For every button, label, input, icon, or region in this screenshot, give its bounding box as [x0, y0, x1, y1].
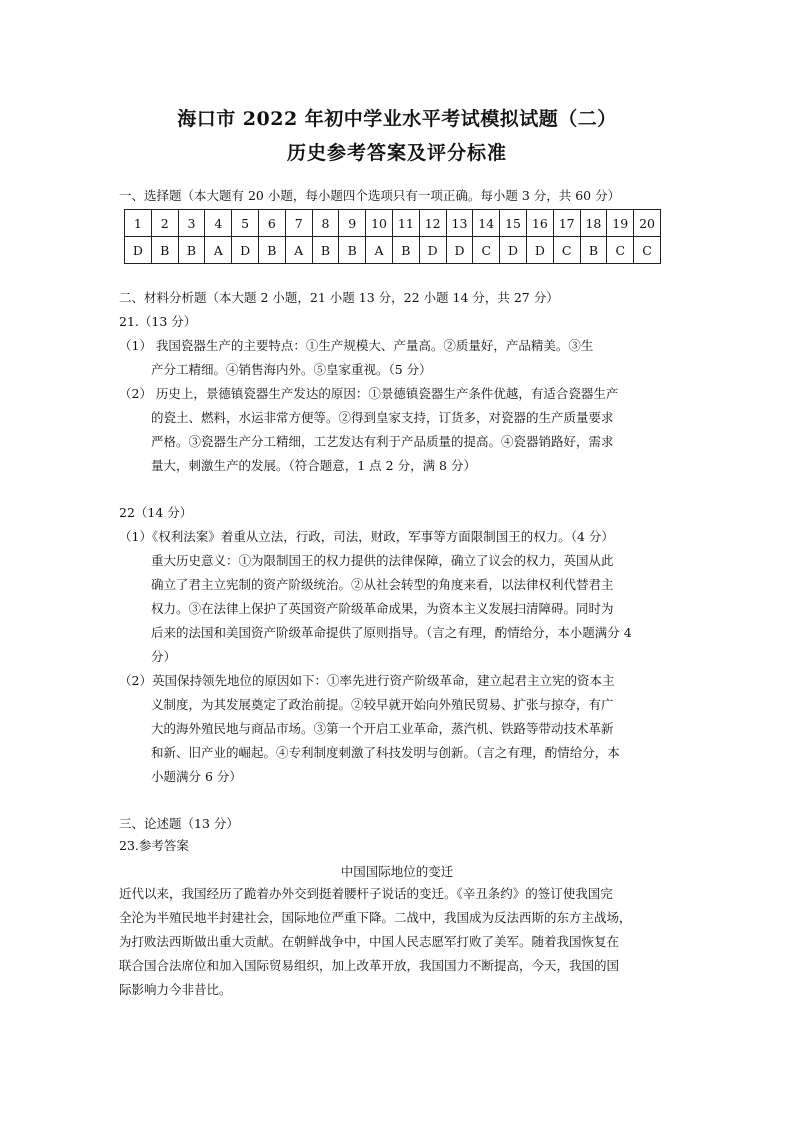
question-number-cell: 13: [446, 210, 473, 237]
answer-cell: B: [178, 237, 205, 264]
question-number-cell: 14: [473, 210, 500, 237]
answer-cell: D: [446, 237, 473, 264]
question-number-cell: 1: [125, 210, 152, 237]
page-title: 海口市 2022 年初中学业水平考试模拟试题（二）: [177, 108, 617, 130]
essay-line: 际影响力今非昔比。: [119, 982, 232, 997]
page-subtitle: 历史参考答案及评分标准: [286, 142, 507, 164]
answer-cell: D: [500, 237, 527, 264]
answer-cell: B: [312, 237, 339, 264]
question-number-cell: 3: [178, 210, 205, 237]
question-number-cell: 5: [232, 210, 259, 237]
q21-label: 21.（13 分）: [119, 314, 197, 329]
answer-cell: C: [473, 237, 500, 264]
answer-table: [124, 209, 661, 264]
q22-p2-line: （2）英国保持领先地位的原因如下：①率先进行资产阶级革命，建立起君主立宪的资本主: [119, 673, 615, 688]
answer-cell: B: [580, 237, 607, 264]
question-number-cell: 19: [607, 210, 634, 237]
q21-p2-line: （2） 历史上，景德镇瓷器生产发达的原因：①景德镇瓷器生产条件优越，有适合瓷器生产: [119, 386, 619, 401]
question-number-cell: 11: [392, 210, 419, 237]
answer-cell: D: [125, 237, 152, 264]
question-number-cell: 15: [500, 210, 527, 237]
answer-cell: A: [285, 237, 312, 264]
question-number-cell: 9: [339, 210, 366, 237]
answer-cell: B: [339, 237, 366, 264]
answer-cell: B: [392, 237, 419, 264]
q22-p1-line: 分）: [151, 649, 177, 664]
essay-line: 近代以来，我国经历了跪着办外交到挺着腰杆子说话的变迁。《辛丑条约》的签订使我国完: [119, 886, 613, 901]
question-number-cell: 12: [419, 210, 446, 237]
q22-p1-line: 权力。③在法律上保护了英国资产阶级革命成果，为资本主义发展扫清障碍。同时为: [151, 601, 614, 616]
answer-cell: C: [607, 237, 634, 264]
q21-p1-line: （1） 我国瓷器生产的主要特点：①生产规模大、产量高。②质量好，产品精美。③生: [119, 338, 594, 353]
essay-line: 为打败法西斯做出重大贡献。在朝鲜战争中，中国人民志愿军打败了美军。随着我国恢复在: [119, 934, 620, 949]
q22-label: 22（14 分）: [119, 505, 193, 520]
question-number-cell: 16: [526, 210, 553, 237]
q22-p1-line: 确立了君主立宪制的资产阶级统治。②从社会转型的角度来看，以法律权利代替君主: [151, 577, 614, 592]
question-number-cell: 7: [285, 210, 312, 237]
answer-cell: C: [634, 237, 661, 264]
question-number-cell: 2: [151, 210, 178, 237]
answer-cell: D: [419, 237, 446, 264]
q22-p2-line: 和新、旧产业的崛起。④专利制度刺激了科技发明与创新。（言之有理，酌情给分，本: [151, 745, 620, 760]
essay-line: 联合国合法席位和加入国际贸易组织，加上改革开放，我国国力不断提高，今天，我国的国: [119, 958, 620, 973]
essay-line: 全沦为半殖民地半封建社会，国际地位严重下降。二战中，我国成为反法西斯的东方主战场，: [119, 910, 632, 925]
answer-cell: A: [366, 237, 393, 264]
q22-p2-line: 大的海外殖民地与商品市场。③第一个开启工业革命，蒸汽机、铁路等带动技术革新: [151, 721, 614, 736]
q21-p1-line: 产分工精细。④销售海内外。⑤皇家重视。（5 分）: [151, 362, 432, 377]
answer-cell: D: [232, 237, 259, 264]
answer-cell: A: [205, 237, 232, 264]
section3-heading: 三、论述题（13 分）: [119, 816, 239, 831]
q22-p2-line: 义制度，为其发展奠定了政治前提。②较早就开始向外殖民贸易、扩张与掠夺，有广: [151, 697, 614, 712]
section1-heading: 一、选择题（本大题有 20 小题，每小题四个选项只有一项正确。每小题 3 分，共 60 分）: [119, 188, 621, 203]
question-number-cell: 10: [366, 210, 393, 237]
essay-title: 中国国际地位的变迁: [340, 864, 454, 879]
question-number-cell: 17: [553, 210, 580, 237]
answer-row: [125, 237, 661, 264]
q23-label: 23.参考答案: [119, 838, 189, 853]
question-number-cell: 6: [258, 210, 285, 237]
section2-heading: 二、材料分析题（本大题 2 小题，21 小题 13 分，22 小题 14 分，共 27 分）: [119, 290, 559, 305]
q21-p2-line: 量大，刺激生产的发展。（符合题意，1 点 2 分，满 8 分）: [151, 458, 476, 473]
question-number-cell: 8: [312, 210, 339, 237]
answer-cell: B: [258, 237, 285, 264]
q22-p2-line: 小题满分 6 分）: [151, 769, 242, 784]
q22-p1-line: 后来的法国和美国资产阶级革命提供了原则指导。（言之有理，酌情给分，本小题满分 4: [151, 625, 632, 640]
answer-cell: C: [553, 237, 580, 264]
q22-p1-line: 重大历史意义：①为限制国王的权力提供的法律保障，确立了议会的权力，英国从此: [151, 553, 614, 568]
answer-cell: D: [526, 237, 553, 264]
question-number-cell: 4: [205, 210, 232, 237]
q21-p2-line: 的瓷土、燃料，水运非常方便等。②得到皇家支持，订货多，对瓷器的生产质量要求: [151, 410, 614, 425]
question-number-row: [125, 210, 661, 237]
question-number-cell: 18: [580, 210, 607, 237]
q22-p1-line: （1）《权利法案》着重从立法，行政，司法，财政，军事等方面限制国王的权力。（4 分）: [119, 529, 614, 544]
question-number-cell: 20: [634, 210, 661, 237]
answer-cell: B: [151, 237, 178, 264]
q21-p2-line: 严格。③瓷器生产分工精细，工艺发达有利于产品质量的提高。④瓷器销路好，需求: [151, 434, 614, 449]
